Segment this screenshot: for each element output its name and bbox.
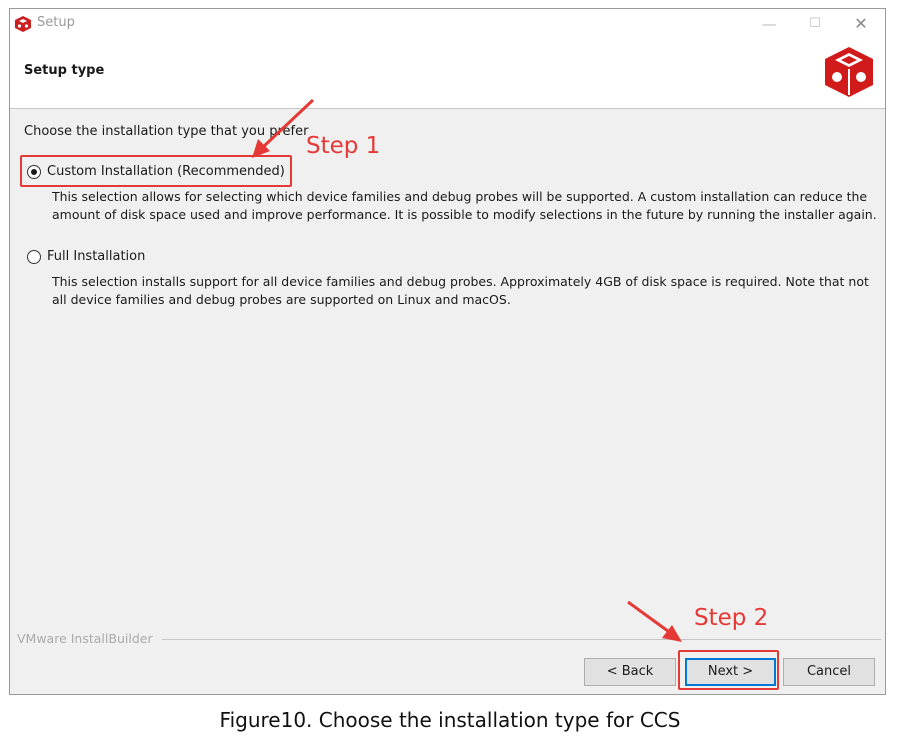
installer-brand: VMware InstallBuilder <box>17 631 153 646</box>
step2-label: Step 2 <box>694 605 769 631</box>
full-installation-label: Full Installation <box>47 249 146 264</box>
maximize-icon[interactable]: ☐ <box>809 16 821 31</box>
close-icon[interactable]: ✕ <box>854 14 868 33</box>
install-type-prompt: Choose the installation type that you prefer <box>24 124 309 139</box>
custom-installation-description: This selection allows for selecting which device families and debug probes will be supported. A custom installation can reduce the amount of disk space used and improve performance. It is possible to modify selections in the future by running the installer again. <box>52 189 877 222</box>
step1-label: Step 1 <box>306 133 381 159</box>
full-installation-description: This selection installs support for all device families and debug probes. Approximately 4GB of disk space is required. Note that not all device families and debug probes are supported on Linux and macOS. <box>52 274 869 307</box>
figure-caption: Figure10. Choose the installation type for CCS <box>219 708 681 732</box>
page-title: Setup type <box>24 63 105 78</box>
next-button[interactable]: Next > <box>685 658 776 686</box>
step1-arrow-icon <box>252 100 313 158</box>
custom-installation-label: Custom Installation (Recommended) <box>47 164 285 179</box>
minimize-icon[interactable]: — <box>761 15 777 33</box>
step2-arrow-icon <box>628 602 682 642</box>
window-title: Setup <box>37 15 75 30</box>
cancel-button[interactable]: Cancel <box>783 658 875 686</box>
back-button[interactable]: < Back <box>584 658 676 686</box>
